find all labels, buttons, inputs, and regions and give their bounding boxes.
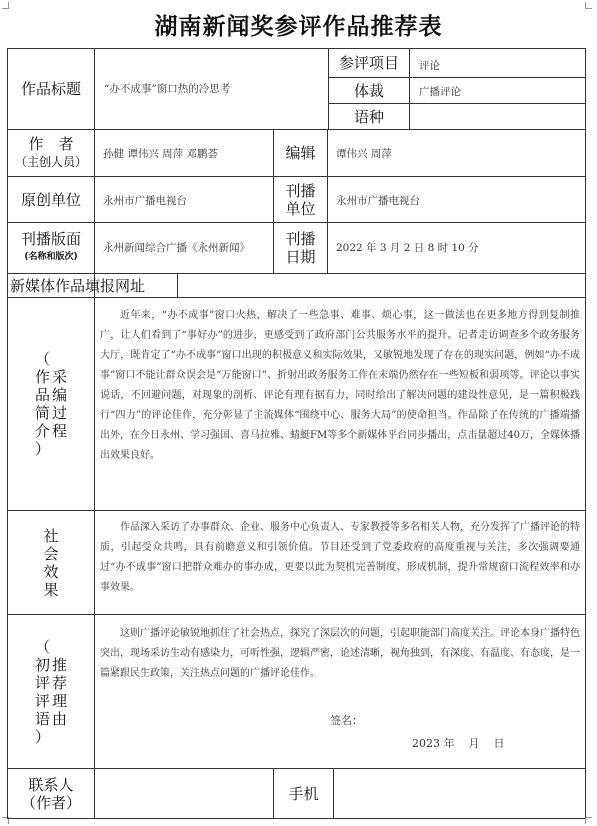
pub-date-label: 刊播 日期	[285, 230, 316, 266]
page-title: 湖南新闻奖参评作品推荐表	[154, 14, 443, 40]
pub-unit-value: 永州市广播电视台	[336, 195, 420, 207]
signature-label: 签名：	[330, 714, 363, 727]
unit-label: 原创单位	[20, 190, 81, 209]
pub-unit-label: 刊播 单位	[285, 181, 316, 218]
phone-label: 手机	[288, 784, 319, 803]
editor-value: 谭伟兴 周萍	[336, 148, 392, 160]
category-label: 参评项目	[338, 54, 399, 72]
language-label: 语种	[353, 107, 384, 126]
pub-date-value: 2022 年 3 月 2 日 8 时 10 分	[336, 242, 479, 254]
effect-text-cell	[100, 518, 580, 598]
effect-label: 社 会 效 果	[43, 526, 59, 599]
contact-label: 联系人 （作者）	[20, 775, 81, 812]
process-text-cell	[100, 306, 580, 466]
genre-value: 广播评论	[419, 86, 461, 98]
review-text-cell	[100, 624, 580, 684]
process-text: 近年来，“办不成事”窗口火热，解决了一些急事、难事、烦心事，这一做法也在更多地方得到复制推广，让人们看到了“事好办”的进步，更感受到了政府部门公共服务水平的提升。记者走访调查多个政务服务大厅，既肯定了“办不成事”窗口出现的积极意义和实际效果，又敏锐地发现了存在的现实问题，例如“办不成事”窗口不能让群众误会是“万能窗口”、折射出政务服务工作在末端仍然存在一些短板和弱项等。评论以事实说话，不回避问题，对现象的剖析、评论有理有据有力，同时给出了解决问题的建设性意见，是一篇积极践行“四力”的评论佳作，充分彰显了主流媒体“围绕中心、服务大局”的使命担当。作品除了在传统的广播端播出外，在今日永州、学习强国、喜马拉雅、蜻蜓FM等多个新媒体平台同步播出，点击量超过40万，全媒体播出效果良好。	[100, 310, 580, 461]
review-text: 这则广播评论敏锐地抓住了社会热点，探究了深层次的问题，引起职能部门高度关注。评论本身广播特色突出，现场采访生动有感染力，可听性强，逻辑严密，论述清晰，视角独到，有深度、有温度、有态度，是一篇紧跟民生政策，关注热点问题的广播评论佳作。	[100, 628, 580, 679]
genre-label: 体裁	[353, 81, 384, 100]
pub-layout-label: 刊播版面 (名称和版次)	[20, 230, 81, 262]
effect-text: 作品深入采访了办事群众、企业、服务中心负责人、专家教授等多名相关人物，充分发挥了广播评论的特质，引起受众共鸣，具有前瞻意义和引领价值。节目还受到了党委政府的高度重视与关注，多次强调要通过“办不成事”窗口把群众难办的事办成，更要以此为契机完善制度、形成机制，提升常规窗口流程效率和办事效果。	[100, 522, 580, 593]
newmedia-label: 新媒体作品填报网址	[10, 277, 146, 295]
work-title-label: 作品标题	[20, 80, 81, 98]
editor-label: 编辑	[285, 144, 316, 162]
unit-value: 永州市广播电视台	[103, 195, 187, 207]
review-label: （ 初 评 评 语 ） 推 荐 理 由	[34, 637, 68, 746]
process-label: （ 作 品 简 介 ） 采 编 过 程	[34, 350, 68, 458]
authors-value: 孙健 谭伟兴 周萍 邓鹏荟	[103, 148, 219, 160]
author-label: 作 者 （主创人员）	[14, 135, 87, 169]
pub-layout-value: 永州新闻综合广播《永州新闻》	[103, 242, 250, 254]
category-value: 评论	[419, 60, 440, 72]
review-date: 2023 年 月 日	[412, 737, 505, 750]
crop-mark-bottom-right	[585, 817, 592, 824]
work-title-value: “办不成事”窗口热的冷思考	[104, 83, 231, 95]
